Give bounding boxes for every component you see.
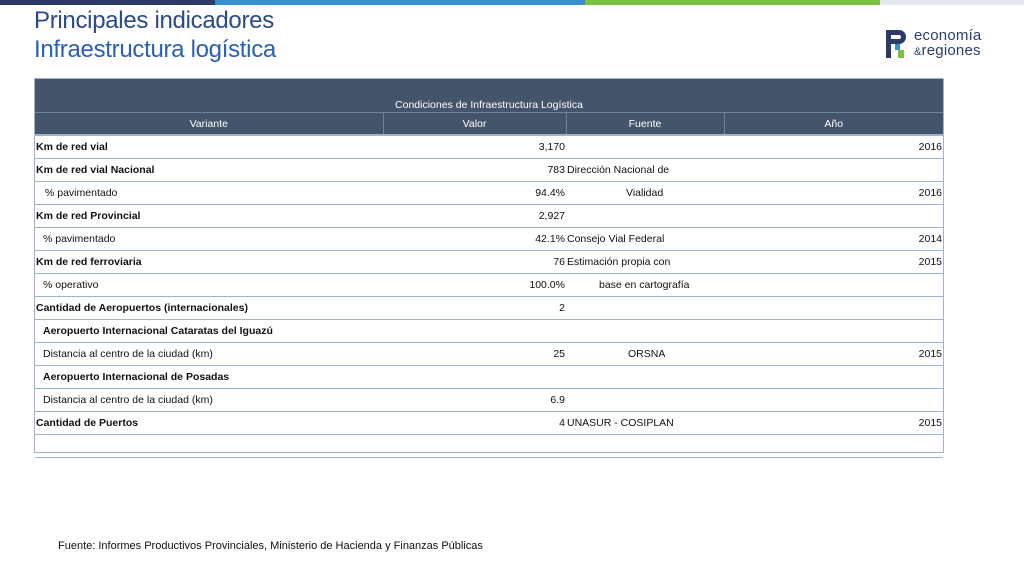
table-row [35, 274, 943, 297]
logo-text-regiones: regiones [921, 42, 981, 59]
cell-variante: Distancia al centro de la ciudad (km) [35, 343, 383, 366]
cell-variante: Aeropuerto Internacional de Posadas [35, 366, 383, 389]
table-row [35, 182, 943, 205]
page-title: Principales indicadores [34, 7, 274, 34]
cell-anio [724, 389, 943, 412]
cell-variante: % pavimentado [35, 228, 383, 251]
cell-variante: Km de red ferroviaria [35, 251, 383, 274]
cell-variante: Aeropuerto Internacional Cataratas del Iguazú [35, 320, 383, 343]
cell-valor [383, 366, 566, 389]
accent-segment-navy [0, 0, 215, 5]
cell-fuente [566, 435, 724, 458]
cell-valor: 4 [383, 412, 566, 435]
column-header-anio: Año [724, 113, 943, 136]
table-row [35, 343, 943, 366]
cell-valor: 783 [383, 159, 566, 182]
cell-variante: Km de red vial [35, 135, 383, 159]
cell-valor: 94.4% [383, 182, 566, 205]
cell-anio [724, 435, 943, 458]
column-header-fuente: Fuente [566, 113, 724, 136]
accent-segment-blue [215, 0, 585, 5]
cell-variante: Cantidad de Puertos [35, 412, 383, 435]
top-accent-bar [0, 0, 1024, 5]
table-row [35, 389, 943, 412]
cell-variante: Km de red Provincial [35, 205, 383, 228]
cell-variante: % operativo [35, 274, 383, 297]
cell-anio [724, 159, 943, 182]
cell-anio [724, 205, 943, 228]
table-row [35, 251, 943, 274]
cell-valor: 6.9 [383, 389, 566, 412]
table-row [35, 205, 943, 228]
cell-fuente: Vialidad [566, 182, 724, 205]
cell-fuente [566, 135, 724, 159]
cell-variante: Distancia al centro de la ciudad (km) [35, 389, 383, 412]
column-header-valor: Valor [383, 113, 566, 136]
table-row [35, 435, 943, 458]
cell-anio: 2015 [724, 251, 943, 274]
logo-ampersand: & [914, 46, 922, 58]
cell-valor: 100.0% [383, 274, 566, 297]
cell-anio: 2015 [724, 412, 943, 435]
cell-fuente [566, 320, 724, 343]
table-row [35, 159, 943, 182]
cell-fuente [566, 366, 724, 389]
table-row [35, 412, 943, 435]
logo-text-line1: economía [914, 27, 982, 44]
cell-anio [724, 297, 943, 320]
cell-variante: % pavimentado [35, 182, 383, 205]
logo-mark-icon [886, 30, 906, 58]
table-row [35, 366, 943, 389]
cell-anio: 2015 [724, 343, 943, 366]
cell-fuente [566, 205, 724, 228]
cell-variante: Km de red vial Nacional [35, 159, 383, 182]
cell-valor: 2,927 [383, 205, 566, 228]
infrastructure-table [34, 78, 944, 453]
cell-fuente [566, 297, 724, 320]
cell-valor: 2 [383, 297, 566, 320]
source-footnote: Fuente: Informes Productivos Provinciales, Ministerio de Hacienda y Finanzas Públicas [58, 540, 483, 552]
logo [886, 28, 981, 60]
title-block [34, 6, 276, 64]
table-row [35, 228, 943, 251]
cell-anio [724, 320, 943, 343]
cell-anio [724, 274, 943, 297]
cell-fuente: Dirección Nacional de [566, 159, 724, 182]
cell-anio: 2016 [724, 182, 943, 205]
cell-fuente: Estimación propia con [566, 251, 724, 274]
cell-anio [724, 366, 943, 389]
cell-anio: 2014 [724, 228, 943, 251]
accent-segment-grey [880, 0, 1024, 5]
column-header-variante: Variante [35, 113, 383, 136]
table-row [35, 135, 943, 159]
cell-valor: 3,170 [383, 135, 566, 159]
cell-valor: 42.1% [383, 228, 566, 251]
cell-fuente [566, 389, 724, 412]
cell-variante [35, 435, 383, 458]
cell-valor [383, 320, 566, 343]
cell-fuente: ORSNA [566, 343, 724, 366]
table-row [35, 320, 943, 343]
cell-anio: 2016 [724, 135, 943, 159]
cell-fuente: Consejo Vial Federal [566, 228, 724, 251]
logo-text-line2 [914, 43, 981, 60]
table-caption: Condiciones de Infraestructura Logística [35, 79, 943, 113]
cell-valor [383, 435, 566, 458]
cell-valor: 25 [383, 343, 566, 366]
cell-valor: 76 [383, 251, 566, 274]
cell-fuente: base en cartografía [566, 274, 724, 297]
cell-fuente: UNASUR - COSIPLAN [566, 412, 724, 435]
accent-segment-green [585, 0, 880, 5]
cell-variante: Cantidad de Aeropuertos (internacionales) [35, 297, 383, 320]
page-subtitle: Infraestructura logística [34, 36, 276, 63]
table-row [35, 297, 943, 320]
